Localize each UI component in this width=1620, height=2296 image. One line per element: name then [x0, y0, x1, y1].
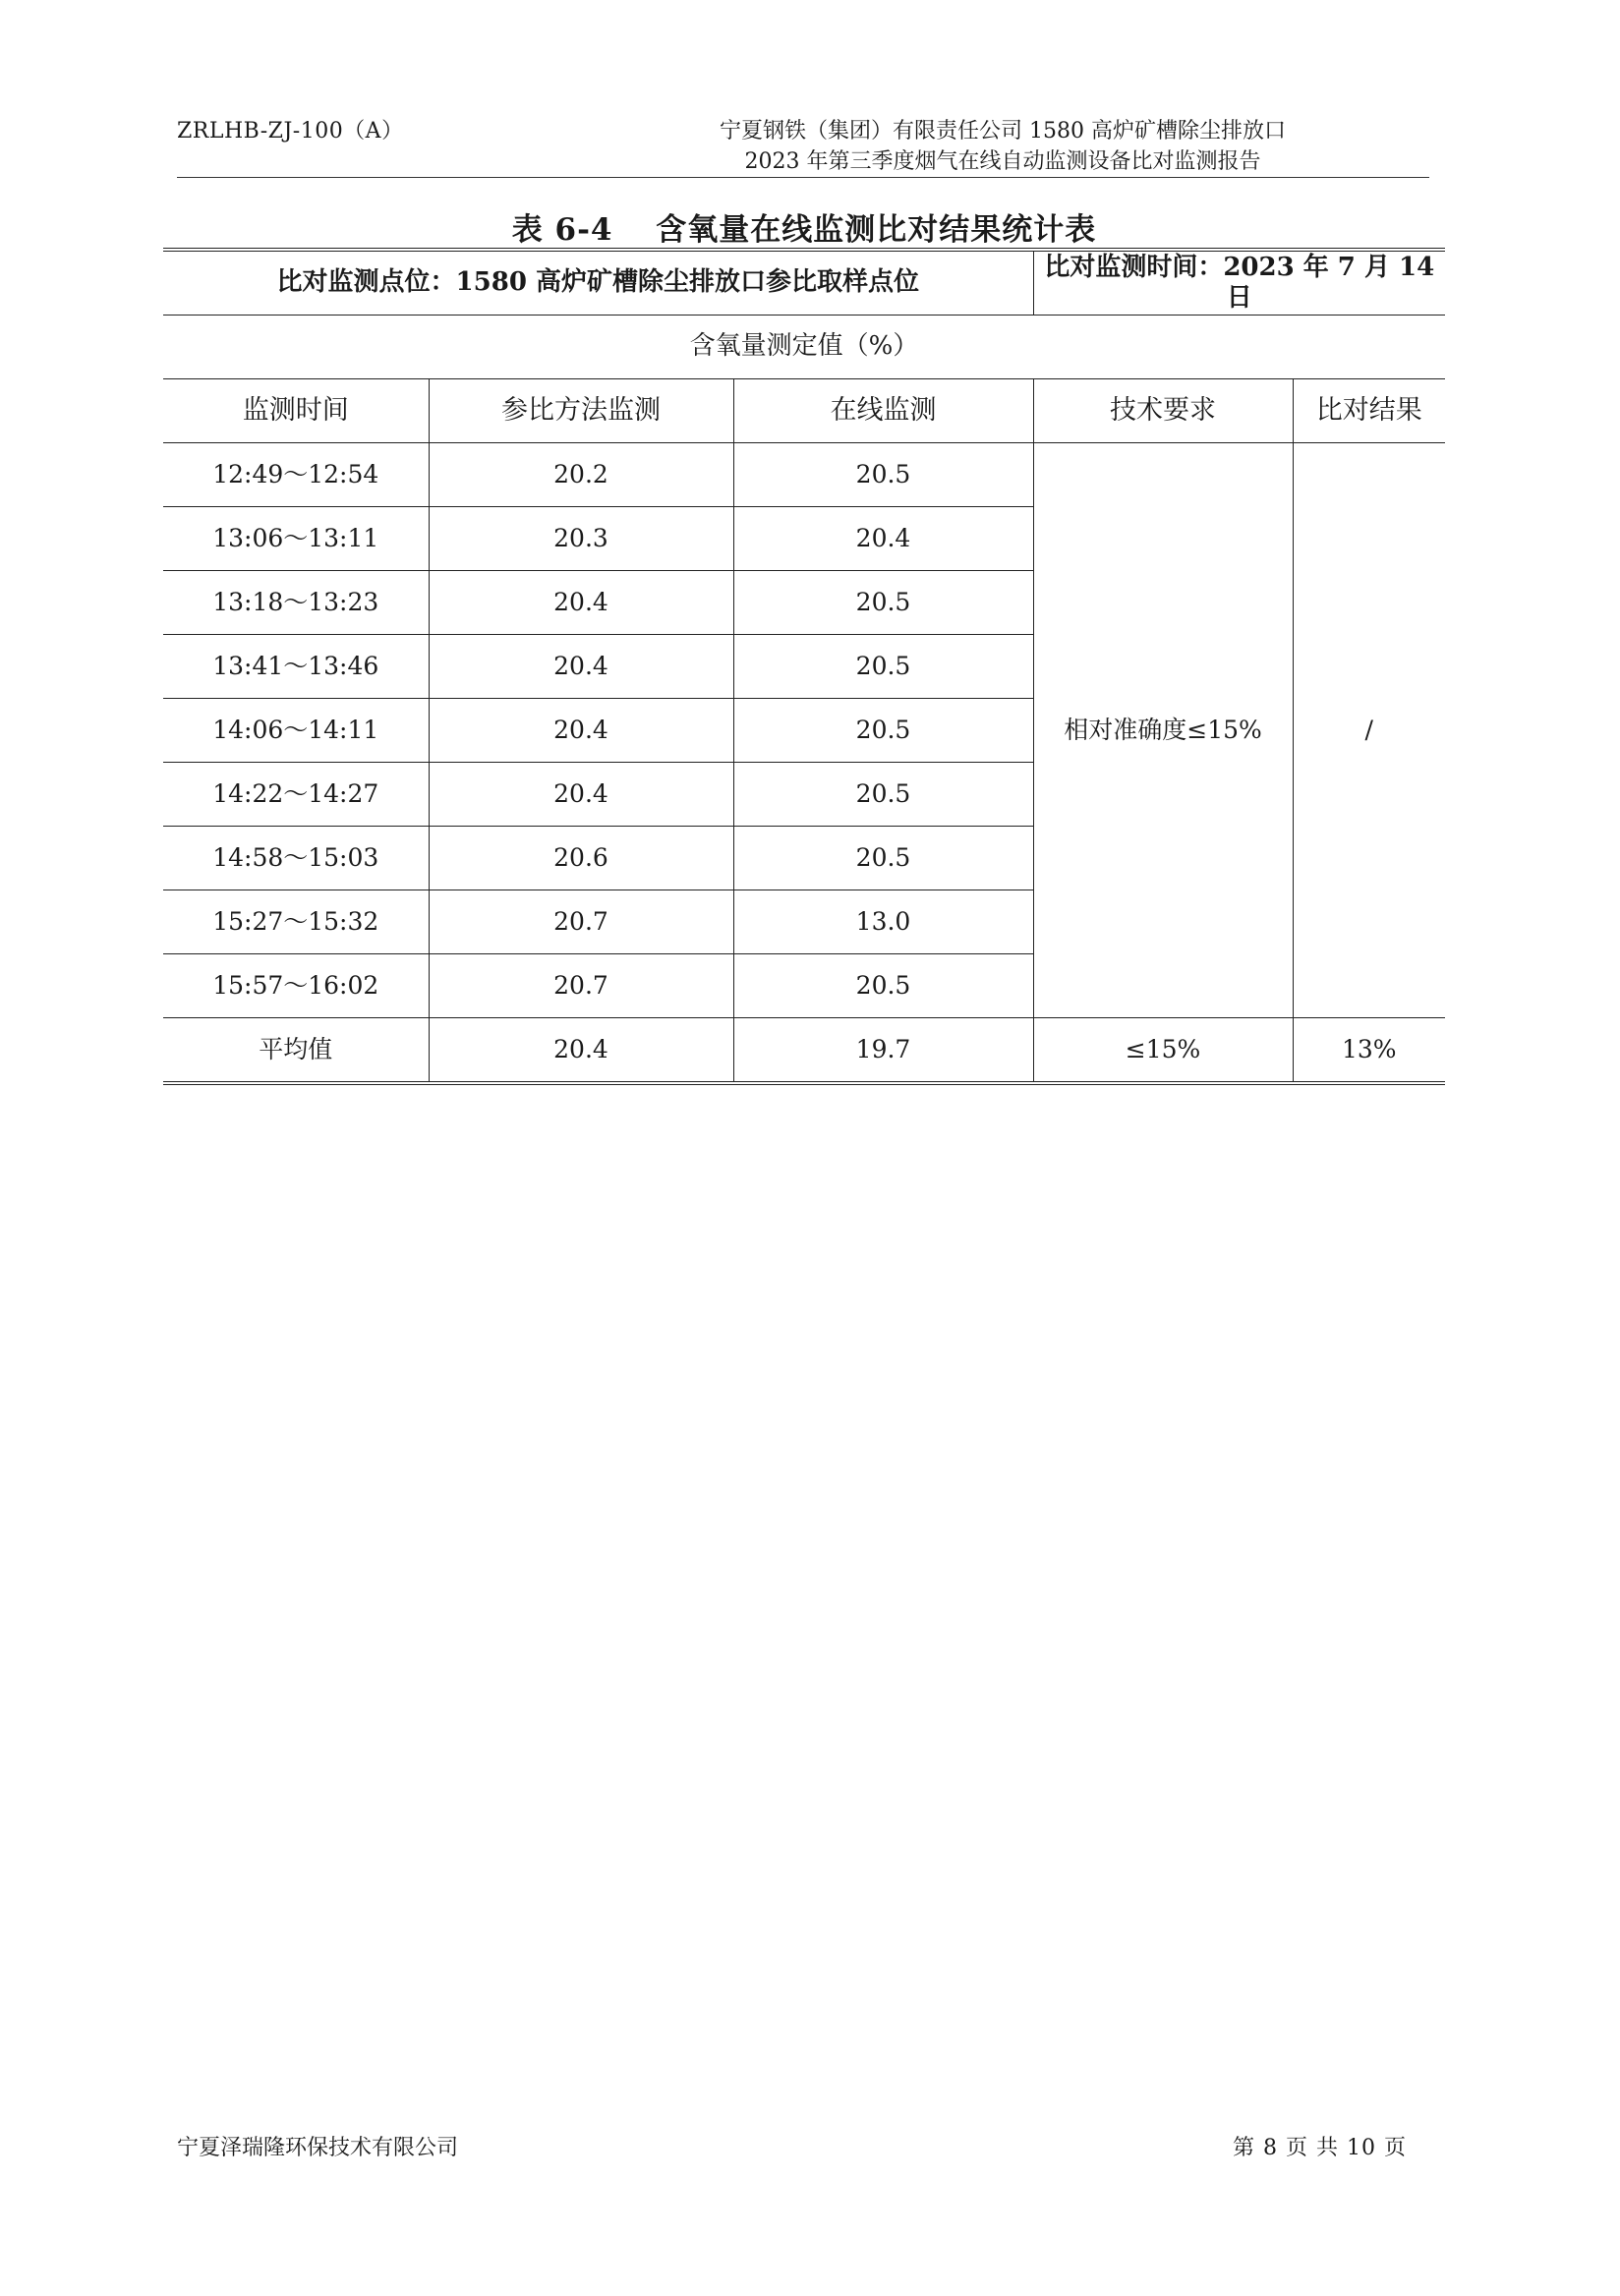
cell-time: 13:41～13:46 [163, 635, 429, 699]
info-row [163, 250, 1445, 316]
footer-page-number: 第 8 页 共 10 页 [1233, 2136, 1407, 2160]
cell-time: 12:49～12:54 [163, 443, 429, 507]
cell-time: 13:18～13:23 [163, 571, 429, 635]
col-header-reference: 参比方法监测 [429, 379, 733, 443]
document-code: ZRLHB-ZJ-100（A） [177, 119, 404, 144]
subtitle-row [163, 316, 1445, 379]
cell-reference: 20.7 [429, 890, 733, 954]
cell-result: / [1293, 443, 1445, 1018]
cell-reference: 20.4 [429, 763, 733, 827]
cell-reference: 20.2 [429, 443, 733, 507]
average-requirement: ≤15% [1033, 1018, 1293, 1084]
monitoring-point: 比对监测点位：1580 高炉矿槽除尘排放口参比取样点位 [163, 250, 1033, 316]
cell-online: 20.5 [733, 827, 1033, 890]
column-header-row [163, 379, 1445, 443]
cell-time: 15:27～15:32 [163, 890, 429, 954]
cell-time: 13:06～13:11 [163, 507, 429, 571]
cell-online: 20.5 [733, 763, 1033, 827]
col-header-result: 比对结果 [1293, 379, 1445, 443]
cell-reference: 20.4 [429, 571, 733, 635]
cell-online: 20.5 [733, 635, 1033, 699]
footer-company: 宁夏泽瑞隆环保技术有限公司 [177, 2136, 459, 2160]
cell-requirement: 相对准确度≤15% [1033, 443, 1293, 1018]
cell-reference: 20.4 [429, 635, 733, 699]
col-header-time: 监测时间 [163, 379, 429, 443]
report-title-line2: 2023 年第三季度烟气在线自动监测设备比对监测报告 [744, 149, 1261, 174]
average-reference: 20.4 [429, 1018, 733, 1084]
header-divider [177, 177, 1429, 178]
cell-online: 20.5 [733, 954, 1033, 1018]
cell-time: 14:06～14:11 [163, 699, 429, 763]
table-row [163, 443, 1445, 507]
cell-reference: 20.3 [429, 507, 733, 571]
oxygen-comparison-table [163, 248, 1445, 1085]
cell-online: 20.4 [733, 507, 1033, 571]
cell-online: 20.5 [733, 443, 1033, 507]
col-header-online: 在线监测 [733, 379, 1033, 443]
table-caption: 表 6-4 含氧量在线监测比对结果统计表 [511, 212, 1097, 248]
cell-online: 20.5 [733, 699, 1033, 763]
average-result: 13% [1293, 1018, 1445, 1084]
table-subtitle: 含氧量测定值（%） [163, 316, 1445, 379]
monitoring-time: 比对监测时间：2023 年 7 月 14 日 [1033, 250, 1445, 316]
average-label: 平均值 [163, 1018, 429, 1084]
cell-reference: 20.4 [429, 699, 733, 763]
cell-time: 14:58～15:03 [163, 827, 429, 890]
cell-online: 13.0 [733, 890, 1033, 954]
cell-time: 14:22～14:27 [163, 763, 429, 827]
col-header-requirement: 技术要求 [1033, 379, 1293, 443]
cell-online: 20.5 [733, 571, 1033, 635]
report-title-line1: 宁夏钢铁（集团）有限责任公司 1580 高炉矿槽除尘排放口 [720, 119, 1286, 144]
cell-time: 15:57～16:02 [163, 954, 429, 1018]
average-row [163, 1018, 1445, 1084]
average-online: 19.7 [733, 1018, 1033, 1084]
cell-reference: 20.6 [429, 827, 733, 890]
cell-reference: 20.7 [429, 954, 733, 1018]
